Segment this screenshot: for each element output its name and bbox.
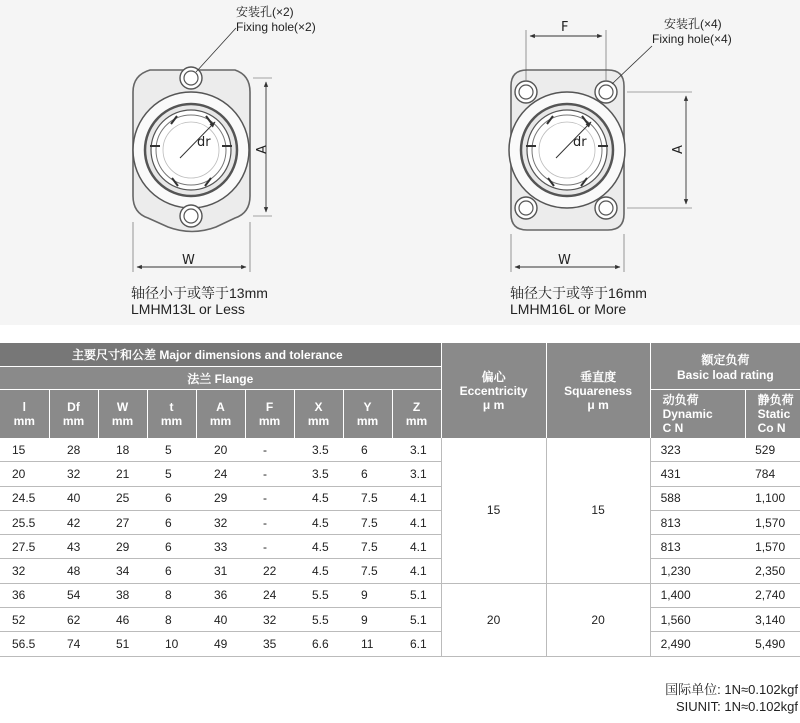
dimension-table — [0, 343, 800, 657]
table-cell: 6 — [147, 486, 196, 510]
table-cell: 24 — [196, 462, 245, 486]
table-row — [0, 486, 800, 510]
table-cell: 54 — [49, 583, 98, 607]
column-unit: mm — [258, 414, 281, 428]
table-cell: 10 — [147, 632, 196, 656]
table-cell: 29 — [98, 535, 147, 559]
table-cell: 8 — [147, 583, 196, 607]
column-unit: mm — [209, 414, 232, 428]
static-load-value: 1,570 — [745, 535, 800, 559]
column-name: l — [22, 400, 26, 414]
column-unit: mm — [62, 414, 85, 428]
static-cn: 静负荷 — [757, 393, 794, 407]
column-name: A — [216, 400, 225, 414]
left-caption-cn: 轴径小于或等于13mm — [131, 285, 268, 301]
table-cell: 3.1 — [392, 438, 441, 462]
column-unit: mm — [111, 414, 134, 428]
eccentricity-header — [441, 343, 546, 438]
load-rating-cn: 额定负荷 — [701, 352, 750, 367]
table-cell: 22 — [245, 559, 294, 583]
table-cell: 4.1 — [392, 535, 441, 559]
table-cell: - — [245, 535, 294, 559]
table-row — [0, 559, 800, 583]
dynamic-load-value: 1,400 — [650, 583, 745, 607]
table-cell: 36 — [196, 583, 245, 607]
column-name: F — [265, 400, 274, 414]
table-cell: 6 — [147, 535, 196, 559]
static-load-value: 1,570 — [745, 510, 800, 534]
static-load-value: 5,490 — [745, 632, 800, 656]
eccentricity-unit: μ m — [482, 397, 505, 412]
dynamic-header — [650, 390, 745, 439]
column-name: t — [169, 400, 174, 414]
column-name: Z — [412, 400, 421, 414]
table-cell: 4.5 — [294, 535, 343, 559]
left-flange-drawing — [133, 28, 272, 272]
column-header-l — [0, 390, 49, 439]
table-cell: 46 — [98, 608, 147, 632]
table-cell: 5 — [147, 462, 196, 486]
table-cell: 5.5 — [294, 608, 343, 632]
flange-header: 法兰 Flange — [0, 367, 441, 390]
column-header-a — [196, 390, 245, 439]
table-cell: 32 — [196, 510, 245, 534]
dynamic-cn: 动负荷 — [662, 393, 699, 407]
squareness-value: 20 — [546, 583, 650, 656]
dynamic-unit: C N — [662, 421, 684, 435]
right-caption-cn: 轴径大于或等于16mm — [510, 285, 647, 301]
static-header — [745, 390, 800, 439]
table-cell: 4.5 — [294, 486, 343, 510]
table-cell: 33 — [196, 535, 245, 559]
table-cell: 31 — [196, 559, 245, 583]
column-name: Df — [67, 400, 80, 414]
table-row — [0, 462, 800, 486]
squareness-unit: μ m — [587, 397, 609, 412]
table-cell: 24.5 — [0, 486, 49, 510]
left-caption-en: LMHM13L or Less — [131, 301, 245, 317]
load-rating-en: Basic load rating — [677, 367, 774, 382]
column-unit: mm — [160, 414, 183, 428]
column-unit: mm — [405, 414, 428, 428]
eccentricity-value: 15 — [441, 438, 546, 583]
table-cell: 4.5 — [294, 559, 343, 583]
right-caption-en: LMHM16L or More — [510, 301, 627, 317]
table-cell: 20 — [0, 462, 49, 486]
squareness-value: 15 — [546, 438, 650, 583]
right-hole-label-cn: 安装孔(×4) — [664, 17, 722, 31]
eccentricity-value: 20 — [441, 583, 546, 656]
table-cell: 42 — [49, 510, 98, 534]
column-header-w — [98, 390, 147, 439]
static-load-value: 3,140 — [745, 608, 800, 632]
table-cell: 6 — [147, 510, 196, 534]
left-hole-label-cn: 安装孔(×2) — [236, 5, 294, 19]
table-cell: 51 — [98, 632, 147, 656]
table-cell: 38 — [98, 583, 147, 607]
table-cell: 27 — [98, 510, 147, 534]
table-cell: 29 — [196, 486, 245, 510]
table-cell: 25 — [98, 486, 147, 510]
table-cell: 6.6 — [294, 632, 343, 656]
table-cell: - — [245, 462, 294, 486]
unit-note-en: SIUNIT: 1N≈0.102kgf — [675, 699, 798, 714]
table-row — [0, 510, 800, 534]
table-cell: 32 — [49, 462, 98, 486]
table-cell: 7.5 — [343, 510, 392, 534]
table-cell: 4.1 — [392, 559, 441, 583]
table-cell: 25.5 — [0, 510, 49, 534]
column-name: X — [314, 400, 323, 414]
table-cell: 62 — [49, 608, 98, 632]
table-body — [0, 438, 800, 656]
right-hole-label-en: Fixing hole(×4) — [652, 32, 732, 46]
dynamic-load-value: 2,490 — [650, 632, 745, 656]
static-load-value: 784 — [745, 462, 800, 486]
unit-note-cn: 国际单位: 1N≈0.102kgf — [665, 682, 798, 697]
dynamic-load-value: 1,230 — [650, 559, 745, 583]
column-header-x — [294, 390, 343, 439]
static-unit: Co N — [757, 421, 786, 435]
right-dr-label: dr — [573, 135, 587, 150]
table-cell: 6.1 — [392, 632, 441, 656]
left-dr-label: dr — [197, 135, 211, 150]
flange-drawings — [0, 0, 800, 325]
dynamic-load-value: 323 — [650, 438, 745, 462]
table-cell: 27.5 — [0, 535, 49, 559]
table-cell: 36 — [0, 583, 49, 607]
table-cell: 6 — [147, 559, 196, 583]
column-header-z — [392, 390, 441, 439]
table-cell: 24 — [245, 583, 294, 607]
eccentricity-cn: 偏心 — [481, 369, 506, 384]
table-row — [0, 632, 800, 656]
static-load-value: 2,350 — [745, 559, 800, 583]
dynamic-load-value: 813 — [650, 510, 745, 534]
column-header-t — [147, 390, 196, 439]
dynamic-load-value: 431 — [650, 462, 745, 486]
table-cell: 32 — [245, 608, 294, 632]
table-cell: 3.5 — [294, 462, 343, 486]
static-en: Static — [757, 407, 791, 421]
table-cell: 49 — [196, 632, 245, 656]
table-cell: 48 — [49, 559, 98, 583]
dynamic-load-value: 813 — [650, 535, 745, 559]
column-unit: mm — [307, 414, 330, 428]
table-cell: 6 — [343, 438, 392, 462]
column-header-f — [245, 390, 294, 439]
right-f-label: F — [561, 20, 569, 35]
column-name: W — [116, 400, 129, 414]
left-a-label: A — [255, 145, 270, 154]
table-cell: - — [245, 486, 294, 510]
table-cell: 40 — [49, 486, 98, 510]
squareness-header — [546, 343, 650, 438]
table-cell: - — [245, 438, 294, 462]
right-w-label: W — [558, 253, 571, 268]
table-cell: 5 — [147, 438, 196, 462]
eccentricity-en: Eccentricity — [459, 383, 528, 398]
squareness-en: Squareness — [564, 383, 633, 398]
table-cell: 4.1 — [392, 510, 441, 534]
table-cell: 7.5 — [343, 486, 392, 510]
table-cell: 34 — [98, 559, 147, 583]
left-hole-label-en: Fixing hole(×2) — [236, 20, 316, 34]
table-cell: 5.1 — [392, 583, 441, 607]
static-load-value: 2,740 — [745, 583, 800, 607]
column-header-row — [0, 390, 800, 439]
table-cell: 35 — [245, 632, 294, 656]
column-name: Y — [363, 400, 372, 414]
column-unit: mm — [13, 414, 35, 428]
column-header-y — [343, 390, 392, 439]
table-cell: 4.1 — [392, 486, 441, 510]
column-header-df — [49, 390, 98, 439]
table-cell: 5.5 — [294, 583, 343, 607]
diagram-area — [0, 0, 800, 325]
table-cell: 5.1 — [392, 608, 441, 632]
table-row — [0, 583, 800, 607]
major-dimensions-header: 主要尺寸和公差 Major dimensions and tolerance — [0, 343, 441, 367]
table-cell: 20 — [196, 438, 245, 462]
table-row — [0, 608, 800, 632]
table-cell: 52 — [0, 608, 49, 632]
table-cell: 4.5 — [294, 510, 343, 534]
table-cell: 56.5 — [0, 632, 49, 656]
table-cell: 28 — [49, 438, 98, 462]
table-cell: 9 — [343, 608, 392, 632]
table-cell: 7.5 — [343, 535, 392, 559]
right-flange-drawing — [509, 20, 692, 272]
table-cell: - — [245, 510, 294, 534]
table-cell: 7.5 — [343, 559, 392, 583]
table-cell: 32 — [0, 559, 49, 583]
table-cell: 3.1 — [392, 462, 441, 486]
left-w-label: W — [182, 253, 195, 268]
table-cell: 21 — [98, 462, 147, 486]
table-cell: 8 — [147, 608, 196, 632]
table-cell: 6 — [343, 462, 392, 486]
table-cell: 9 — [343, 583, 392, 607]
column-unit: mm — [356, 414, 379, 428]
table-row — [0, 438, 800, 462]
table-cell: 43 — [49, 535, 98, 559]
squareness-cn: 垂直度 — [580, 369, 617, 384]
right-a-label: A — [671, 145, 686, 154]
dynamic-load-value: 1,560 — [650, 608, 745, 632]
table-cell: 15 — [0, 438, 49, 462]
table-cell: 74 — [49, 632, 98, 656]
table-cell: 18 — [98, 438, 147, 462]
table-cell: 3.5 — [294, 438, 343, 462]
static-load-value: 1,100 — [745, 486, 800, 510]
load-rating-header — [650, 343, 800, 390]
dynamic-load-value: 588 — [650, 486, 745, 510]
dynamic-en: Dynamic — [662, 407, 713, 421]
table-cell: 40 — [196, 608, 245, 632]
table-row — [0, 535, 800, 559]
table-cell: 11 — [343, 632, 392, 656]
static-load-value: 529 — [745, 438, 800, 462]
